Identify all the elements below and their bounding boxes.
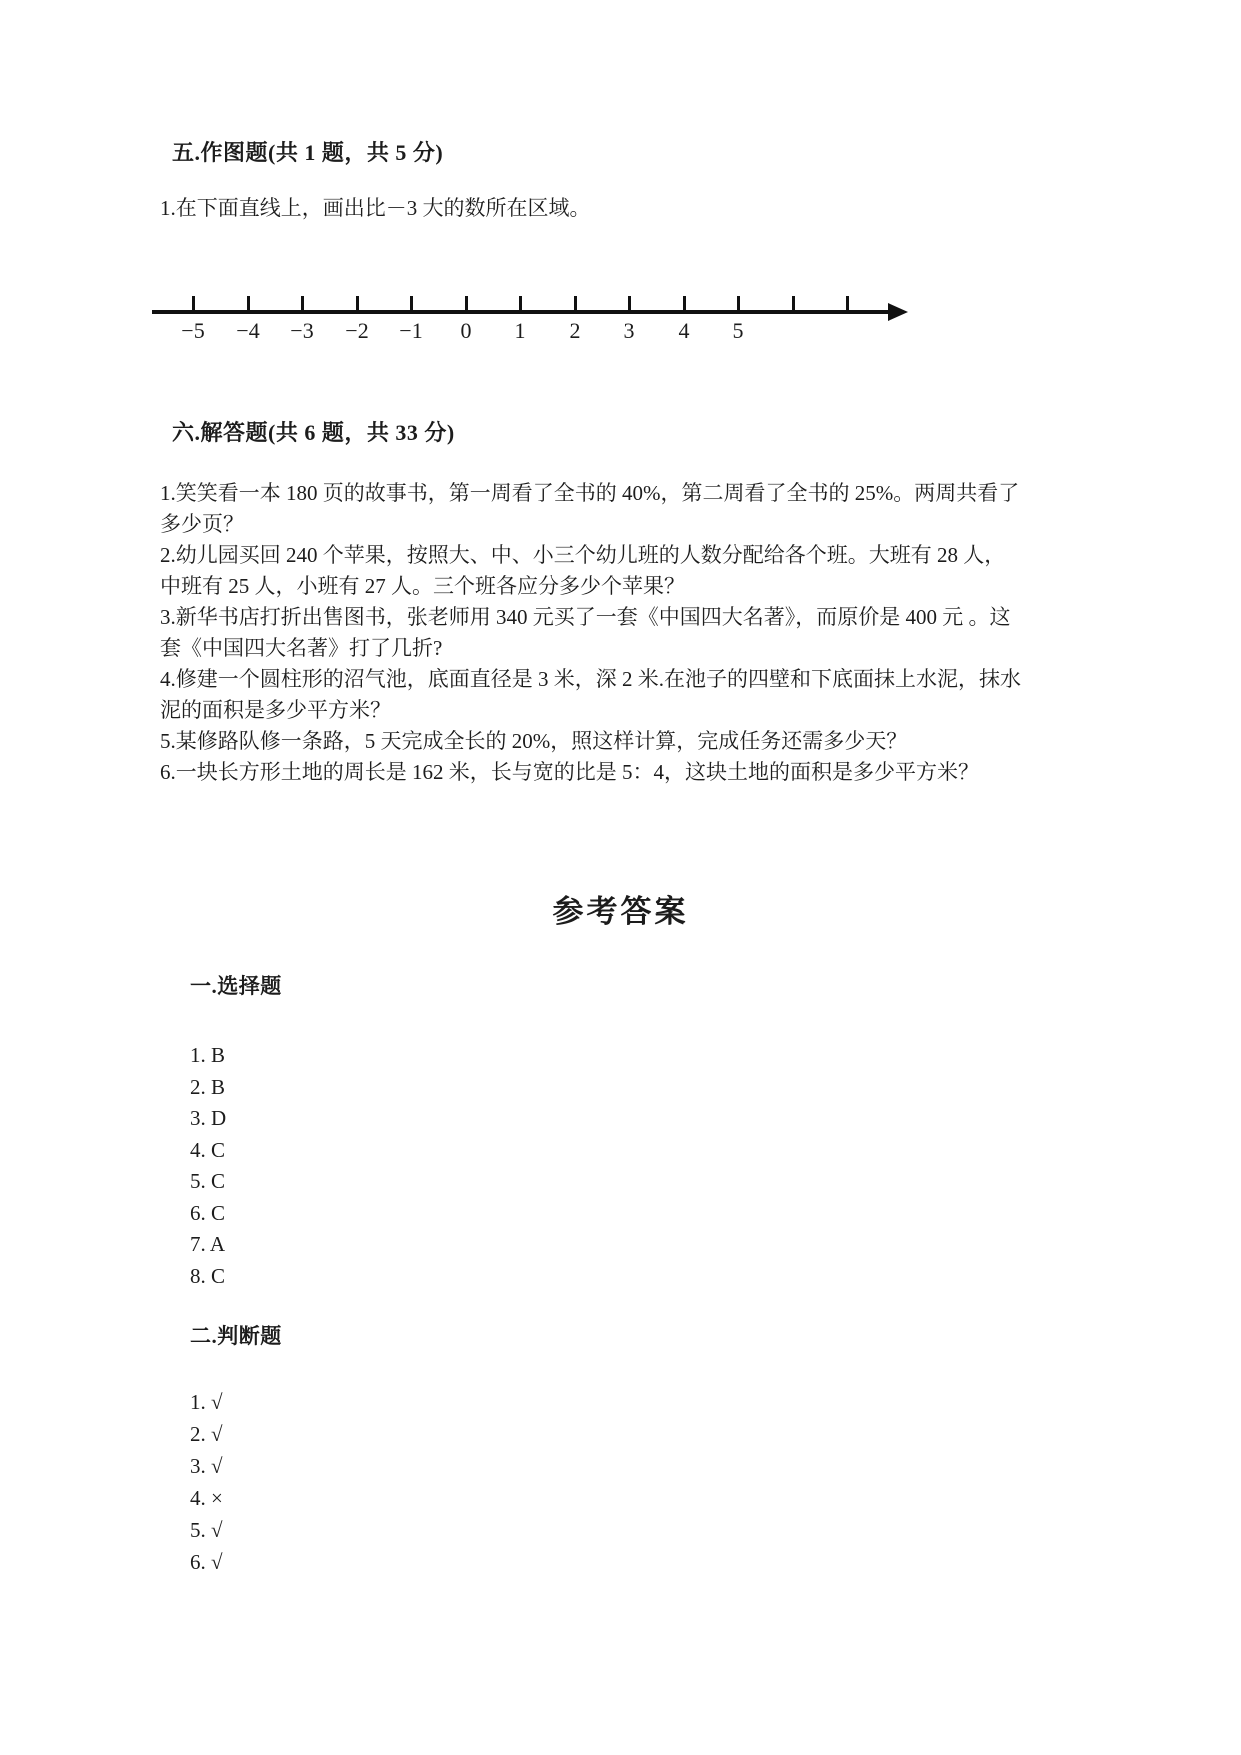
choice-answer-item: 8. C bbox=[190, 1263, 226, 1288]
number-line-tick bbox=[247, 296, 250, 311]
number-line-tick bbox=[846, 296, 849, 311]
judge-answer-item: 4. × bbox=[190, 1486, 223, 1510]
problem-item: 5.某修路队修一条路，5 天完成全长的 20%，照这样计算，完成任务还需多少天？ bbox=[160, 729, 908, 753]
number-line-tick bbox=[792, 296, 795, 311]
number-line-label: −5 bbox=[181, 318, 205, 343]
number-line-label: 0 bbox=[460, 318, 472, 343]
number-line-tick bbox=[628, 296, 631, 311]
section-five-header: 五.作图题(共 1 题，共 5 分) bbox=[172, 140, 444, 165]
number-line-tick bbox=[574, 296, 577, 311]
judge-answer-item: 5. √ bbox=[190, 1518, 223, 1542]
number-line-label: 2 bbox=[569, 318, 581, 343]
number-line-tick bbox=[519, 296, 522, 311]
number-line-label: −3 bbox=[290, 318, 314, 343]
number-line-tick bbox=[356, 296, 359, 311]
number-line-tick bbox=[410, 296, 413, 311]
number-line-label: −2 bbox=[345, 318, 369, 343]
problem-item: 4.修建一个圆柱形的沼气池，底面直径是 3 米，深 2 米.在池子的四壁和下底面抹上水泥，抹水泥的面积是多少平方米？ bbox=[160, 667, 1021, 722]
number-line-figure bbox=[152, 280, 932, 352]
number-line-label: 1 bbox=[514, 318, 526, 343]
choice-answers-list bbox=[190, 1040, 226, 1292]
choice-answer-item: 7. A bbox=[190, 1232, 226, 1256]
number-line-label: 5 bbox=[732, 318, 744, 343]
section-six-header: 六.解答题(共 6 题，共 33 分) bbox=[172, 420, 455, 445]
choice-answer-item: 4. C bbox=[190, 1137, 226, 1162]
number-line-tick bbox=[737, 296, 740, 311]
number-line-label: 3 bbox=[623, 318, 635, 343]
choice-answer-item: 1. B bbox=[190, 1043, 226, 1067]
choice-answer-item: 2. B bbox=[190, 1074, 226, 1099]
judge-answer-item: 6. √ bbox=[190, 1550, 223, 1574]
word-problems-block bbox=[160, 478, 1022, 788]
choice-answers-header: 一.选择题 bbox=[190, 974, 282, 998]
number-line-arrow-icon bbox=[888, 303, 908, 321]
choice-answer-item: 3. D bbox=[190, 1106, 227, 1130]
answers-title: 参考答案 bbox=[552, 894, 689, 929]
judge-answer-item: 1. √ bbox=[190, 1390, 223, 1414]
number-line-tick bbox=[192, 296, 195, 311]
choice-answer-item: 6. C bbox=[190, 1200, 226, 1225]
problem-item: 6.一块长方形土地的周长是 162 米，长与宽的比是 5：4，这块土地的面积是多少平方米？ bbox=[160, 760, 979, 784]
judge-answers-header: 二.判断题 bbox=[190, 1324, 282, 1348]
number-line-label: −4 bbox=[236, 318, 260, 343]
judge-answer-item: 2. √ bbox=[190, 1422, 223, 1446]
judge-answers-list bbox=[190, 1386, 223, 1578]
section-five-question-1: 1.在下面直线上，画出比－3 大的数所在区域。 bbox=[160, 196, 591, 220]
judge-answer-item: 3. √ bbox=[190, 1454, 223, 1478]
number-line-label: 4 bbox=[678, 318, 690, 343]
number-line-tick bbox=[683, 296, 686, 311]
number-line-tick bbox=[465, 296, 468, 311]
number-line-label: −1 bbox=[399, 318, 423, 343]
problem-item: 3.新华书店打折出售图书，张老师用 340 元买了一套《中国四大名著》，而原价是 400 元 。这套《中国四大名著》打了几折? bbox=[160, 605, 1011, 660]
problem-item: 1.笑笑看一本 180 页的故事书，第一周看了全书的 40%，第二周看了全书的 25%。两周共看了多少页？ bbox=[160, 481, 1020, 536]
choice-answer-item: 5. C bbox=[190, 1169, 226, 1193]
problem-item: 2.幼儿园买回 240 个苹果，按照大、中、小三个幼儿班的人数分配给各个班。大班有 28 人，中班有 25 人，小班有 27 人。三个班各应分多少个苹果？ bbox=[160, 543, 1006, 598]
number-line-axis bbox=[152, 310, 892, 314]
number-line-tick bbox=[301, 296, 304, 311]
